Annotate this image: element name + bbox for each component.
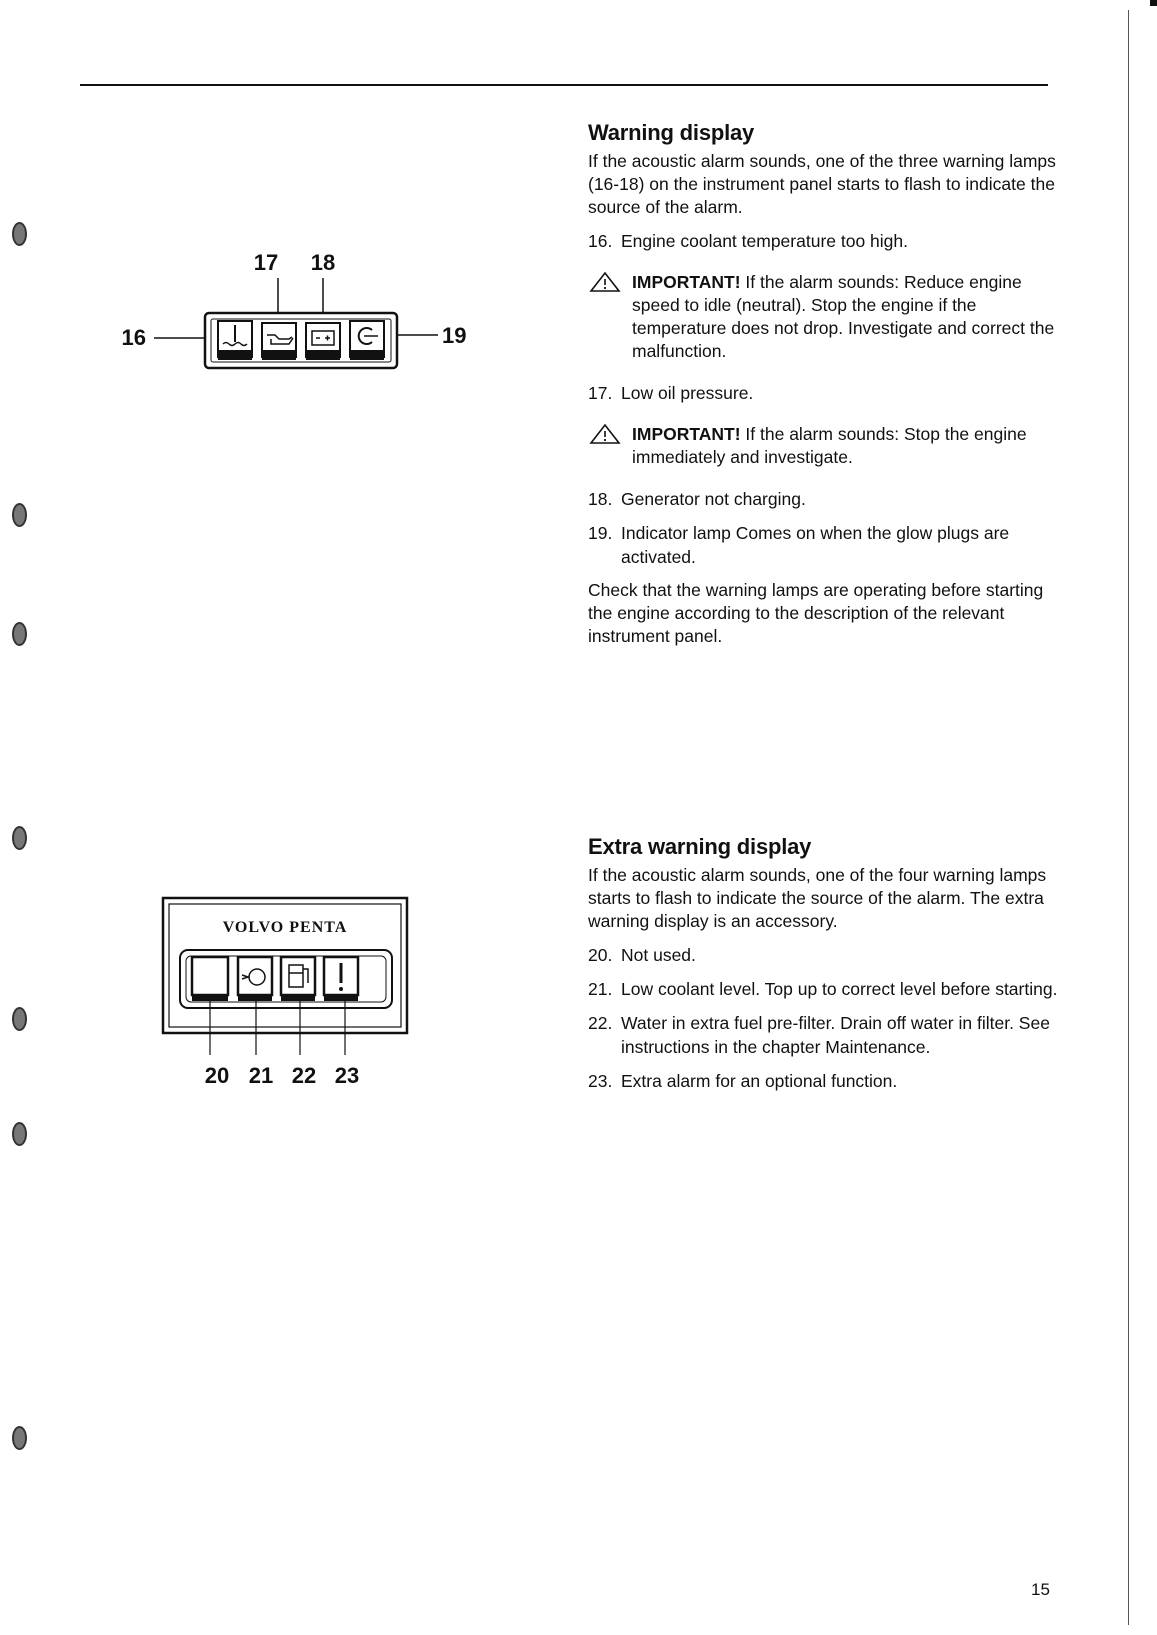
binder-hole [12,826,27,850]
intro-paragraph: If the acoustic alarm sounds, one of the three warning lamps (16-18) on the instrument panel starts to flash to indicate the source of the alarm. [588,151,1056,217]
unused-lamp-icon [192,957,228,1001]
list-item: 16. Engine coolant temperature too high. [588,231,908,251]
label-18: 18 [310,250,336,275]
binder-hole [12,222,27,246]
glow-plug-icon [350,321,384,360]
list-item: 17. Low oil pressure. [588,383,754,403]
warning-triangle-icon [588,423,632,469]
binder-hole [12,622,27,646]
label-16: 16 [121,325,146,350]
label-21: 21 [248,1063,274,1088]
oil-pressure-icon [262,323,296,360]
section-heading: Warning display [588,120,755,145]
label-19: 19 [442,323,467,348]
list-item: 21. Low coolant level. Top up to correct level before starting. [588,979,1058,999]
top-rule [80,84,1048,86]
extra-warning-display-figure [160,895,410,1095]
binder-hole [12,1426,27,1450]
brand-logo: VOLVO PENTA [222,919,348,936]
warning-triangle-icon [588,271,632,363]
list-item: 18. Generator not charging. [588,489,806,509]
battery-icon [306,323,340,360]
intro-paragraph: If the acoustic alarm sounds, one of the four warning lamps starts to flash to indicate the source of the alarm. The extra warning display is an accessory. [588,865,1047,931]
label-20: 20 [204,1063,230,1088]
page-number: 15 [1031,1580,1050,1599]
warning-display-section [588,120,1058,658]
label-17: 17 [253,250,279,275]
fuel-filter-icon [281,957,315,1001]
check-paragraph: Check that the warning lamps are operating before starting the engine according to the description of the relevant instrument panel. [588,580,1044,646]
binder-hole [12,503,27,527]
list-item: 23. Extra alarm for an optional function. [588,1071,898,1091]
binder-hole [12,1007,27,1031]
list-item: 19. Indicator lamp Comes on when the glow plugs are activated. [588,523,1010,567]
binder-hole [12,1122,27,1146]
list-item: 20. Not used. [588,945,696,965]
important-note: IMPORTANT! If the alarm sounds: Reduce engine speed to idle (neutral). Stop the engine if the temperature does not drop. Investigate and correct the malfunction. [588,271,1058,363]
page-edge-mark [1150,0,1157,6]
warning-display-figure [120,238,480,378]
section-heading: Extra warning display [588,834,812,859]
exclamation-icon [324,957,358,1001]
label-22: 22 [291,1063,317,1088]
coolant-level-icon [238,957,272,1001]
page-edge-line [1128,10,1129,1625]
important-note: IMPORTANT! If the alarm sounds: Stop the engine immediately and investigate. [588,423,1058,469]
label-23: 23 [334,1063,360,1088]
extra-warning-display-section [588,834,1058,1103]
list-item: 22. Water in extra fuel pre-filter. Drain off water in filter. See instructions in the chapter Maintenance. [588,1013,1050,1057]
coolant-temp-icon [218,321,252,360]
